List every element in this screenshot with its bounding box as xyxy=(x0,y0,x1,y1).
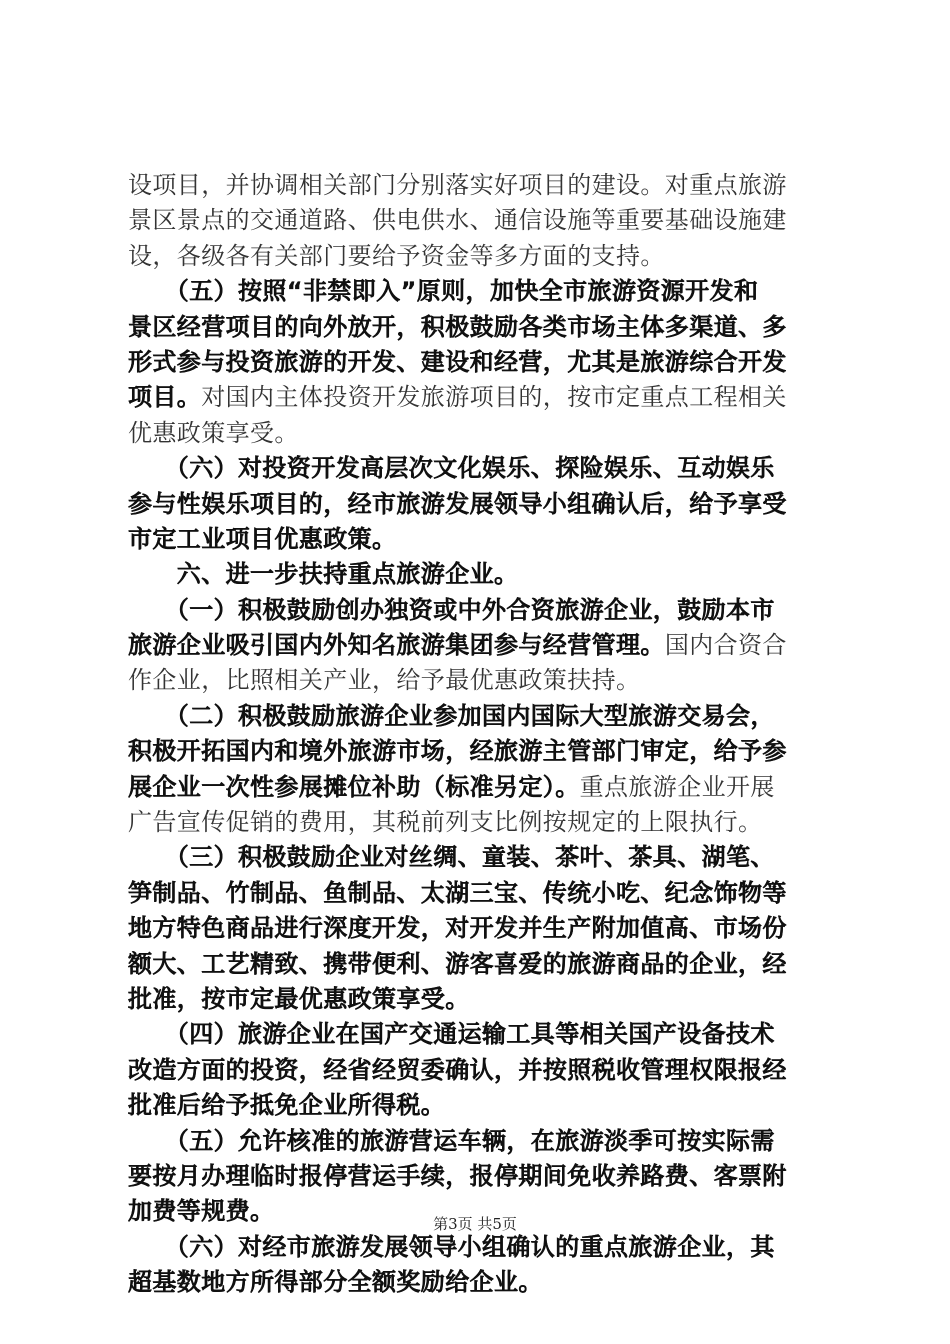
text-line: 景区经营项目的向外放开，积极鼓励各类市场主体多渠道、多 xyxy=(128,312,787,341)
page-footer: 第3页 共5页 xyxy=(433,1215,517,1233)
text-run-plain: 对国内主体投资开发旅游项目的，按市定重点工程相关 xyxy=(201,383,787,412)
text-line: 笋制品、竹制品、鱼制品、太湖三宝、传统小吃、纪念饰物等 xyxy=(128,878,787,907)
text-line: （四）旅游企业在国产交通运输工具等相关国产设备技术 xyxy=(128,1020,775,1049)
document-body xyxy=(128,168,830,1301)
text-line: 批准，按市定最优惠政策享受。 xyxy=(128,984,470,1013)
text-line: 六、进一步扶持重点旅游企业。 xyxy=(128,560,519,589)
text-run-bold: 展企业一次性参展摊位补助（标准另定）。 xyxy=(128,772,580,801)
text-line: （二）积极鼓励旅游企业参加国内国际大型旅游交易会， xyxy=(128,701,775,730)
text-line: 改造方面的投资，经省经贸委确认，并按照税收管理权限报经 xyxy=(128,1055,787,1084)
text-line xyxy=(128,628,830,663)
text-line: 批准后给予抵免企业所得税。 xyxy=(128,1091,446,1120)
text-line: 加费等规费。 xyxy=(128,1197,275,1226)
text-line: 市定工业项目优惠政策。 xyxy=(128,524,397,553)
text-line: 地方特色商品进行深度开发，对开发并生产附加值高、市场份 xyxy=(128,914,787,943)
text-line: 形式参与投资旅游的开发、建设和经营，尤其是旅游综合开发 xyxy=(128,347,787,376)
text-run-bold: 项目。 xyxy=(128,383,202,412)
text-line: 景区景点的交通道路、供电供水、通信设施等重要基础设施建 xyxy=(128,206,787,235)
text-line: （六）对经市旅游发展领导小组确认的重点旅游企业，其 xyxy=(128,1232,775,1261)
text-line: 设，各级各有关部门要给予资金等多方面的支持。 xyxy=(128,241,665,270)
text-line xyxy=(128,770,830,805)
text-line: （三）积极鼓励企业对丝绸、童装、茶叶、茶具、湖笔、 xyxy=(128,843,775,872)
text-line: （五）按照“非禁即入”原则，加快全市旅游资源开发和 xyxy=(128,277,759,306)
text-line: 参与性娱乐项目的，经市旅游发展领导小组确认后，给予享受 xyxy=(128,489,787,518)
text-line: 要按月办理临时报停营运手续，报停期间免收养路费、客票附 xyxy=(128,1161,787,1190)
text-line: 作企业，比照相关产业，给予最优惠政策扶持。 xyxy=(128,666,641,695)
text-line: 额大、工艺精致、携带便利、游客喜爱的旅游商品的企业，经 xyxy=(128,949,787,978)
text-run-plain: 重点旅游企业开展 xyxy=(579,772,775,801)
text-line: 广告宣传促销的费用，其税前列支比例按规定的上限执行。 xyxy=(128,808,763,837)
text-line: （五）允许核准的旅游营运车辆，在旅游淡季可按实际需 xyxy=(128,1126,775,1155)
text-line: 超基数地方所得部分全额奖励给企业。 xyxy=(128,1268,543,1297)
text-run-bold: 旅游企业吸引国内外知名旅游集团参与经营管理。 xyxy=(128,631,665,660)
text-line xyxy=(128,380,830,415)
text-run-plain: 国内合资合 xyxy=(664,631,787,660)
text-line: （一）积极鼓励创办独资或中外合资旅游企业，鼓励本市 xyxy=(128,595,775,624)
text-line: 优惠政策享受。 xyxy=(128,418,299,447)
text-line: （六）对投资开发高层次文化娱乐、探险娱乐、互动娱乐 xyxy=(128,454,775,483)
text-line: 积极开拓国内和境外旅游市场，经旅游主管部门审定，给予参 xyxy=(128,737,787,766)
text-line: 设项目，并协调相关部门分别落实好项目的建设。对重点旅游 xyxy=(128,171,787,199)
